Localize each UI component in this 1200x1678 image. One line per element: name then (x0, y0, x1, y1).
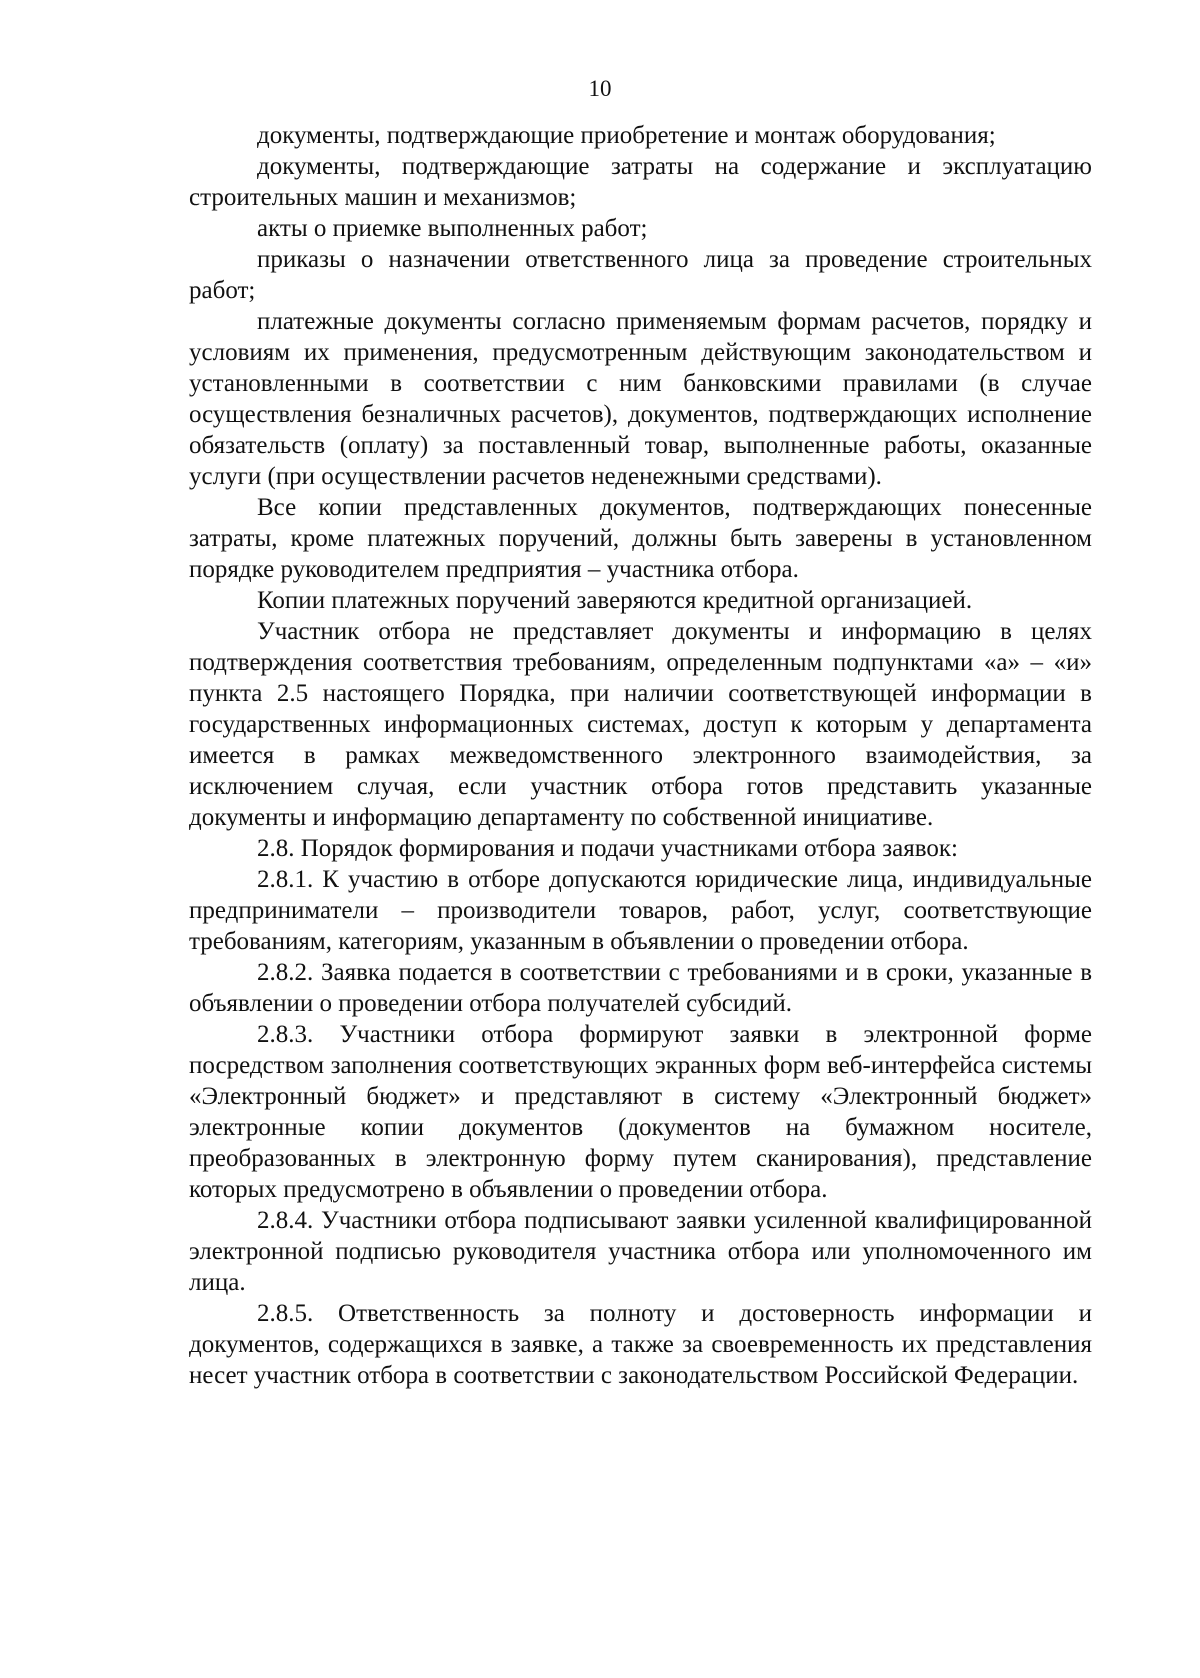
paragraph-equipment-docs: документы, подтверждающие приобретение и монтаж оборудования; (257, 122, 996, 149)
paragraph-payment-orders-certified: Копии платежных поручений заверяются кредитной организацией. (257, 587, 973, 614)
paragraph-payment-docs: платежные документы согласно применяемым формам расчетов, порядку и условиям их применения, предусмотренным действующим законодательством и установленными в соответствии с ним банковскими правилами (в случае осуществления безналичных расчетов), документов, подтверждающих исполнение обязательств (оплату) за поставленный товар, выполненные работы, оказанные услуги (при осуществлении расчетов неденежными средствами). (189, 308, 1092, 490)
clause-2-8-4: 2.8.4. Участники отбора подписывают заявки усиленной квалифицированной электронной подписью руководителя участника отбора или уполномоченного им лица. (189, 1207, 1092, 1296)
clause-2-8-5: 2.8.5. Ответственность за полноту и достоверность информации и документов, содержащихся в заявке, а также за своевременность их представления несет участник отбора в соответствии с законодательством Российской Федерации. (189, 1300, 1092, 1389)
clause-2-8-1: 2.8.1. К участию в отборе допускаются юридические лица, индивидуальные предприниматели – производители товаров, работ, услуг, соответствующие требованиям, категориям, указанным в объявлении о проведении отбора. (189, 866, 1092, 955)
section-heading-2-8: 2.8. Порядок формирования и подачи участниками отбора заявок: (257, 835, 958, 862)
paragraph-machinery-costs: документы, подтверждающие затраты на содержание и эксплуатацию строительных машин и механизмов; (189, 153, 1092, 211)
clause-2-8-2: 2.8.2. Заявка подается в соответствии с требованиями и в сроки, указанные в объявлении о проведении отбора получателей субсидий. (189, 959, 1092, 1017)
paragraph-participant-info: Участник отбора не представляет документы и информацию в целях подтверждения соответствия требованиям, определенным подпунктами «а» – «и» пункта 2.5 настоящего Порядка, при наличии соответствующей информации в государственных информационных системах, доступ к которым у департамента имеется в рамках межведомственного электронного взаимодействия, за исключением случая, если участник отбора готов представить указанные документы и информацию департаменту по собственной инициативе. (189, 618, 1092, 831)
page-number: 10 (588, 76, 612, 101)
document-body (189, 120, 1092, 1391)
paragraph-orders: приказы о назначении ответственного лица за проведение строительных работ; (189, 246, 1092, 304)
paragraph-copies-certified: Все копии представленных документов, подтверждающих понесенные затраты, кроме платежных поручений, должны быть заверены в установленном порядке руководителем предприятия – участника отбора. (189, 494, 1092, 583)
paragraph-acceptance-acts: акты о приемке выполненных работ; (257, 215, 648, 242)
clause-2-8-3: 2.8.3. Участники отбора формируют заявки в электронной форме посредством заполнения соответствующих экранных форм веб-интерфейса системы «Электронный бюджет» и представляют в систему «Электронный бюджет» электронные копии документов (документов на бумажном носителе, преобразованных в электронную форму путем сканирования), представление которых предусмотрено в объявлении о проведении отбора. (189, 1021, 1092, 1203)
